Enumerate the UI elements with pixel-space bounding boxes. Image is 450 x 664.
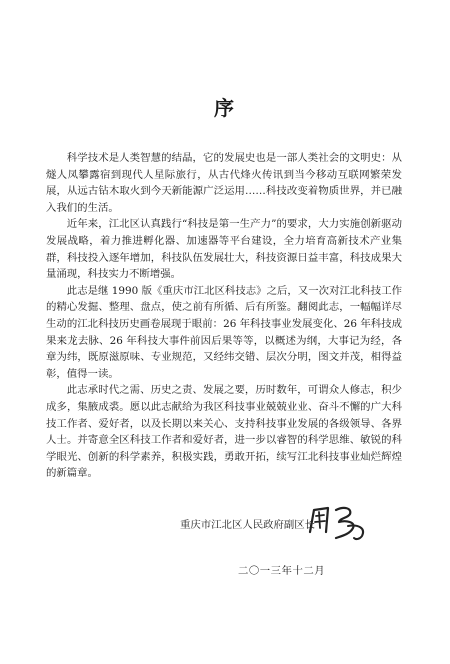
paragraph-3: 此志是继 1990 版《重庆市江北区科技志》之后，又一次对江北科技工作的精心发掘、整理、盘点，使之前有所循、后有所鉴。翻阅此志，一幅幅详尽生动的江北科技历史画卷展现于眼前：26 年科技事业发展变化、26 年科技成果来龙去脉、26 年科技大事件前因后果等等，以概述为纲，大事记为经，各章为纬，既原滋原味、专业规范，又经纬交错、层次分明，图文并茂，相得益彰，值得一读。 <box>46 284 402 380</box>
signer-role: 重庆市江北区人民政府副区长 <box>180 519 316 531</box>
preface-body <box>46 150 402 482</box>
signature-block <box>180 502 410 577</box>
paragraph-2: 近年来，江北区认真践行“科技是第一生产力”的要求，大力实施创新驱动发展战略，着力推进孵化器、加速器等平台建设，全力培育高新技术产业集群，科技投入逐年增加，科技队伍发展壮大，科技资源日益丰富，科技成果大量涌现，科技实力不断增强。 <box>46 218 402 281</box>
paragraph-1: 科学技术是人类智慧的结晶，它的发展史也是一部人类社会的文明史：从燧人凤攀露宿到现代人星际旅行，从古代烽火传讯到当今移动互联网繁荣发展，从远古钻木取火到今天新能源广泛运用……科技改变着物质世界，并已融入我们的生活。 <box>46 152 402 214</box>
handwritten-signature <box>306 502 386 542</box>
page-title: 序 <box>214 96 236 120</box>
signature-date: 二〇一三年十二月 <box>238 565 326 577</box>
paragraph-4: 此志承时代之需、历史之责、发展之要，历时数年，可谓众人修志，积少成多，集腋成裘。愿以此志献给为我区科技事业兢兢业业、奋斗不懈的广大科技工作者、爱好者，以及长期以来关心、支持科技事业发展的各级领导、各界人士。并寄意全区科技工作者和爱好者，进一步以睿智的科学思维、敏锐的科学眼光、创新的科学素养，积极实践，勇敢开拓，续写江北科技事业灿烂辉煌的新篇章。 <box>46 384 402 480</box>
